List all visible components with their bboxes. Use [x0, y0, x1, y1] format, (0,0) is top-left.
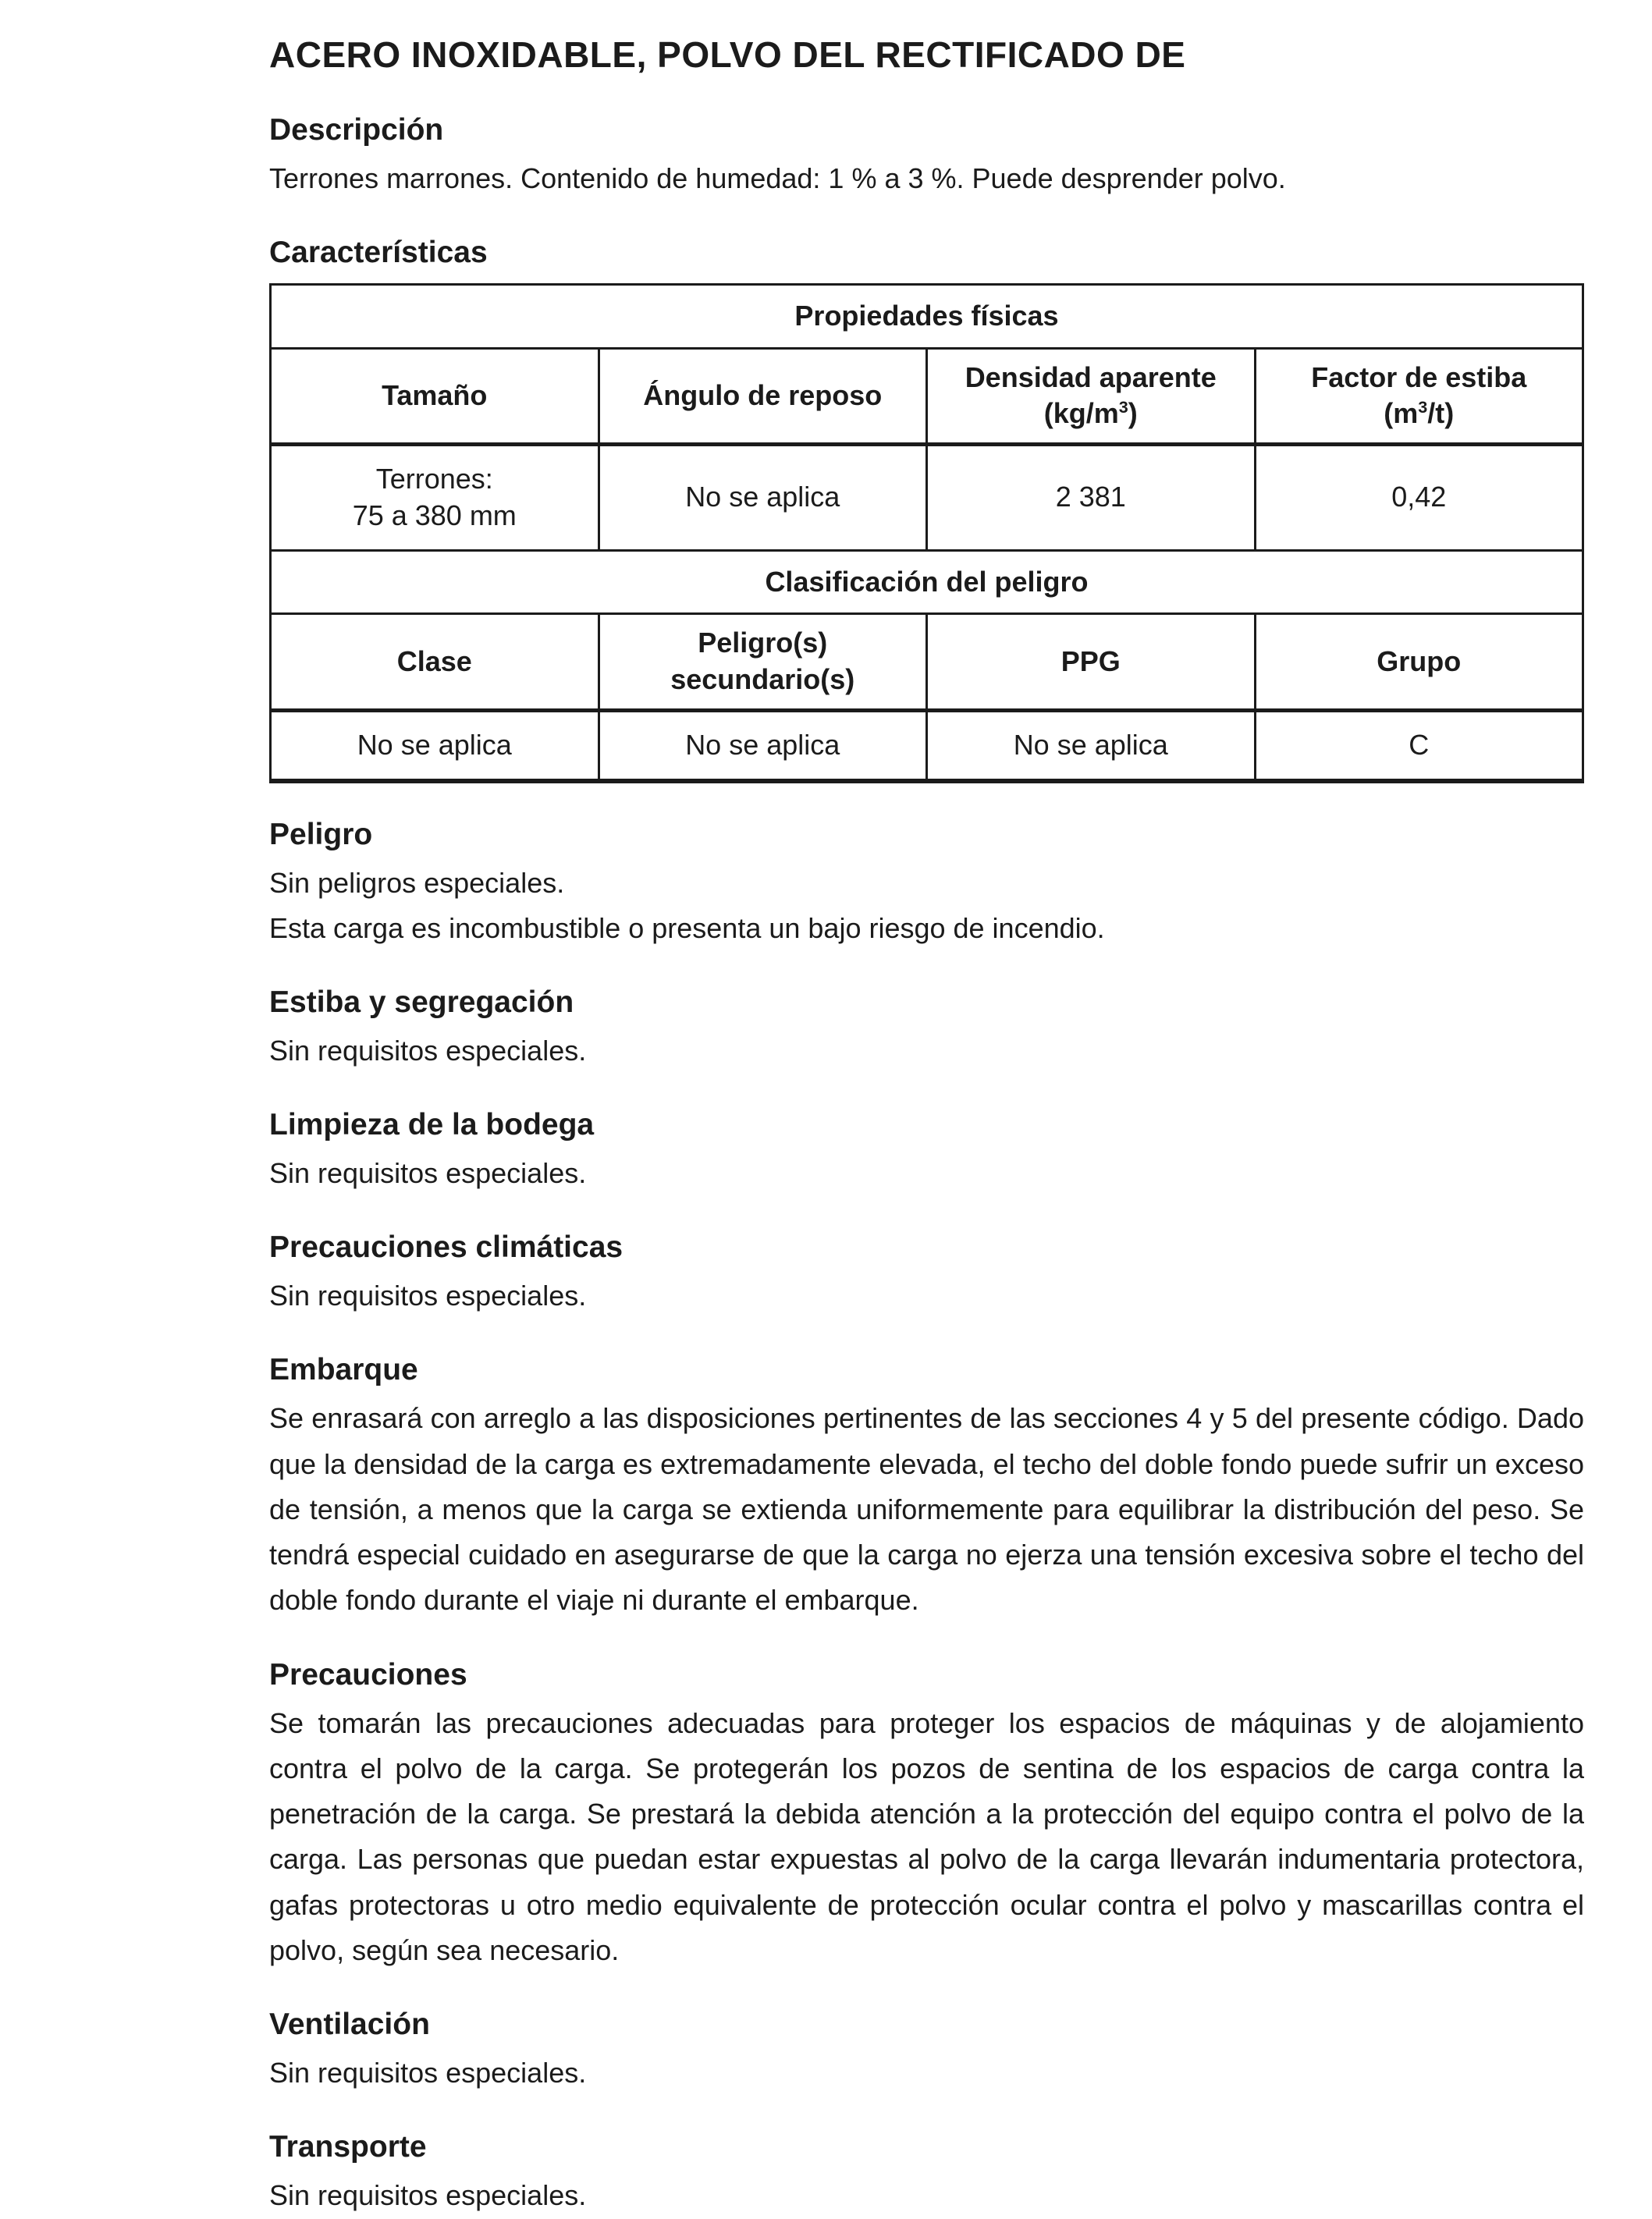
section-estiba-y-segregacion — [269, 984, 1584, 1074]
properties-table — [269, 283, 1584, 783]
col-header-densidad-aparente — [927, 348, 1256, 445]
col-header-ppg: PPG — [927, 614, 1256, 711]
cell-densidad-aparente: 2 381 — [927, 445, 1256, 551]
body-peligro-line2: Esta carga es incombustible o presenta un bajo riesgo de incendio. — [269, 911, 1105, 944]
cell-clase: No se aplica — [271, 711, 599, 781]
section-limpieza-de-la-bodega — [269, 1106, 1584, 1196]
cell-ppg: No se aplica — [927, 711, 1256, 781]
densidad-header-line2: $(kg/m^3)$ — [1043, 397, 1138, 430]
densidad-header-line1: Densidad aparente — [965, 360, 1217, 393]
cell-tamano — [271, 445, 599, 551]
table-row — [271, 348, 1583, 445]
section-transporte — [269, 2128, 1584, 2218]
table-row — [271, 284, 1583, 348]
factor-header-line1: Factor de estiba — [1311, 360, 1527, 393]
col-header-peligros-secundarios — [599, 614, 927, 711]
table-row — [271, 445, 1583, 551]
heading-transporte: Transporte — [269, 2130, 427, 2164]
superscript-3: 3 — [1118, 397, 1128, 417]
body-embarque: Se enrasará con arreglo a las disposiciones pertinentes de las secciones 4 y 5 del presente código. Dado que la densidad de la carga es extremadamente elevada, el techo del doble fondo puede sufrir un exceso de tensión, a menos que la carga se extienda uniformemente para equilibrar la distribución del peso. Se tendrá especial cuidado en asegurarse de que la carga no ejerza una tensión excesiva sobre el techo del doble fondo durante el viaje ni durante el embarque. — [269, 1402, 1584, 1617]
section-ventilacion — [269, 2006, 1584, 2096]
table-row — [271, 550, 1583, 614]
section-precauciones-climaticas — [269, 1229, 1584, 1319]
body-estiba: Sin requisitos especiales. — [269, 1035, 587, 1067]
col-header-grupo: Grupo — [1255, 614, 1583, 711]
section-precauciones — [269, 1656, 1584, 1974]
cell-grupo: C — [1255, 711, 1583, 781]
heading-caracteristicas: Características — [269, 235, 488, 269]
table-row — [271, 711, 1583, 781]
factor-header-line2: $(m^3/t)$ — [1384, 397, 1455, 430]
heading-precauciones-climaticas: Precauciones climáticas — [269, 1230, 623, 1265]
heading-descripcion: Descripción — [269, 112, 444, 147]
cell-factor-de-estiba: 0,42 — [1255, 445, 1583, 551]
heading-embarque: Embarque — [269, 1353, 418, 1387]
page-title: ACERO INOXIDABLE, POLVO DEL RECTIFICADO DE — [269, 34, 1186, 75]
heading-limpieza: Limpieza de la bodega — [269, 1108, 595, 1142]
superscript-3: 3 — [1418, 397, 1428, 417]
col-header-clase: Clase — [271, 614, 599, 711]
body-peligro-line1: Sin peligros especiales. — [269, 866, 565, 899]
section-descripcion — [269, 112, 1584, 201]
body-precauciones: Se tomarán las precauciones adecuadas para proteger los espacios de máquinas y de alojamiento contra el polvo de la carga. Se protegerán los pozos de sentina de los espacios de carga contra la penetración de la carga. Se prestará la debida atención a la protección del equipo contra el polvo de la carga. Las personas que puedan estar expuestas al polvo de la carga llevarán indumentaria protectora, gafas protectoras u otro medio equivalente de protección ocular contra el polvo y mascarillas contra el polvo, según sea necesario. — [269, 1706, 1584, 1967]
col-header-tamano: Tamaño — [271, 348, 599, 445]
body-ventilacion: Sin requisitos especiales. — [269, 2057, 587, 2089]
body-transporte: Sin requisitos especiales. — [269, 2179, 587, 2212]
peligros-header-line2: secundario(s) — [670, 663, 855, 696]
group-header-propiedades-fisicas: Propiedades físicas — [271, 284, 1583, 348]
tamano-line1: Terrones: — [375, 463, 493, 495]
heading-peligro: Peligro — [269, 817, 373, 851]
body-limpieza: Sin requisitos especiales. — [269, 1157, 587, 1190]
body-precauciones-climaticas: Sin requisitos especiales. — [269, 1280, 587, 1312]
tamano-line2: 75 a 380 mm — [352, 499, 517, 531]
peligros-header-line1: Peligro(s) — [698, 627, 828, 659]
cell-angulo-de-reposo: No se aplica — [599, 445, 927, 551]
cell-peligros-secundarios: No se aplica — [599, 711, 927, 781]
body-descripcion: Terrones marrones. Contenido de humedad: 1 % a 3 %. Puede desprender polvo. — [269, 162, 1286, 194]
col-header-angulo-de-reposo: Ángulo de reposo — [599, 348, 927, 445]
group-header-clasificacion-del-peligro: Clasificación del peligro — [271, 550, 1583, 614]
section-embarque — [269, 1351, 1584, 1623]
heading-ventilacion: Ventilación — [269, 2008, 430, 2042]
heading-precauciones: Precauciones — [269, 1657, 467, 1692]
heading-estiba: Estiba y segregación — [269, 985, 574, 1020]
table-row — [271, 614, 1583, 711]
section-peligro — [269, 816, 1584, 951]
section-caracteristicas — [269, 234, 1584, 783]
col-header-factor-de-estiba — [1255, 348, 1583, 445]
